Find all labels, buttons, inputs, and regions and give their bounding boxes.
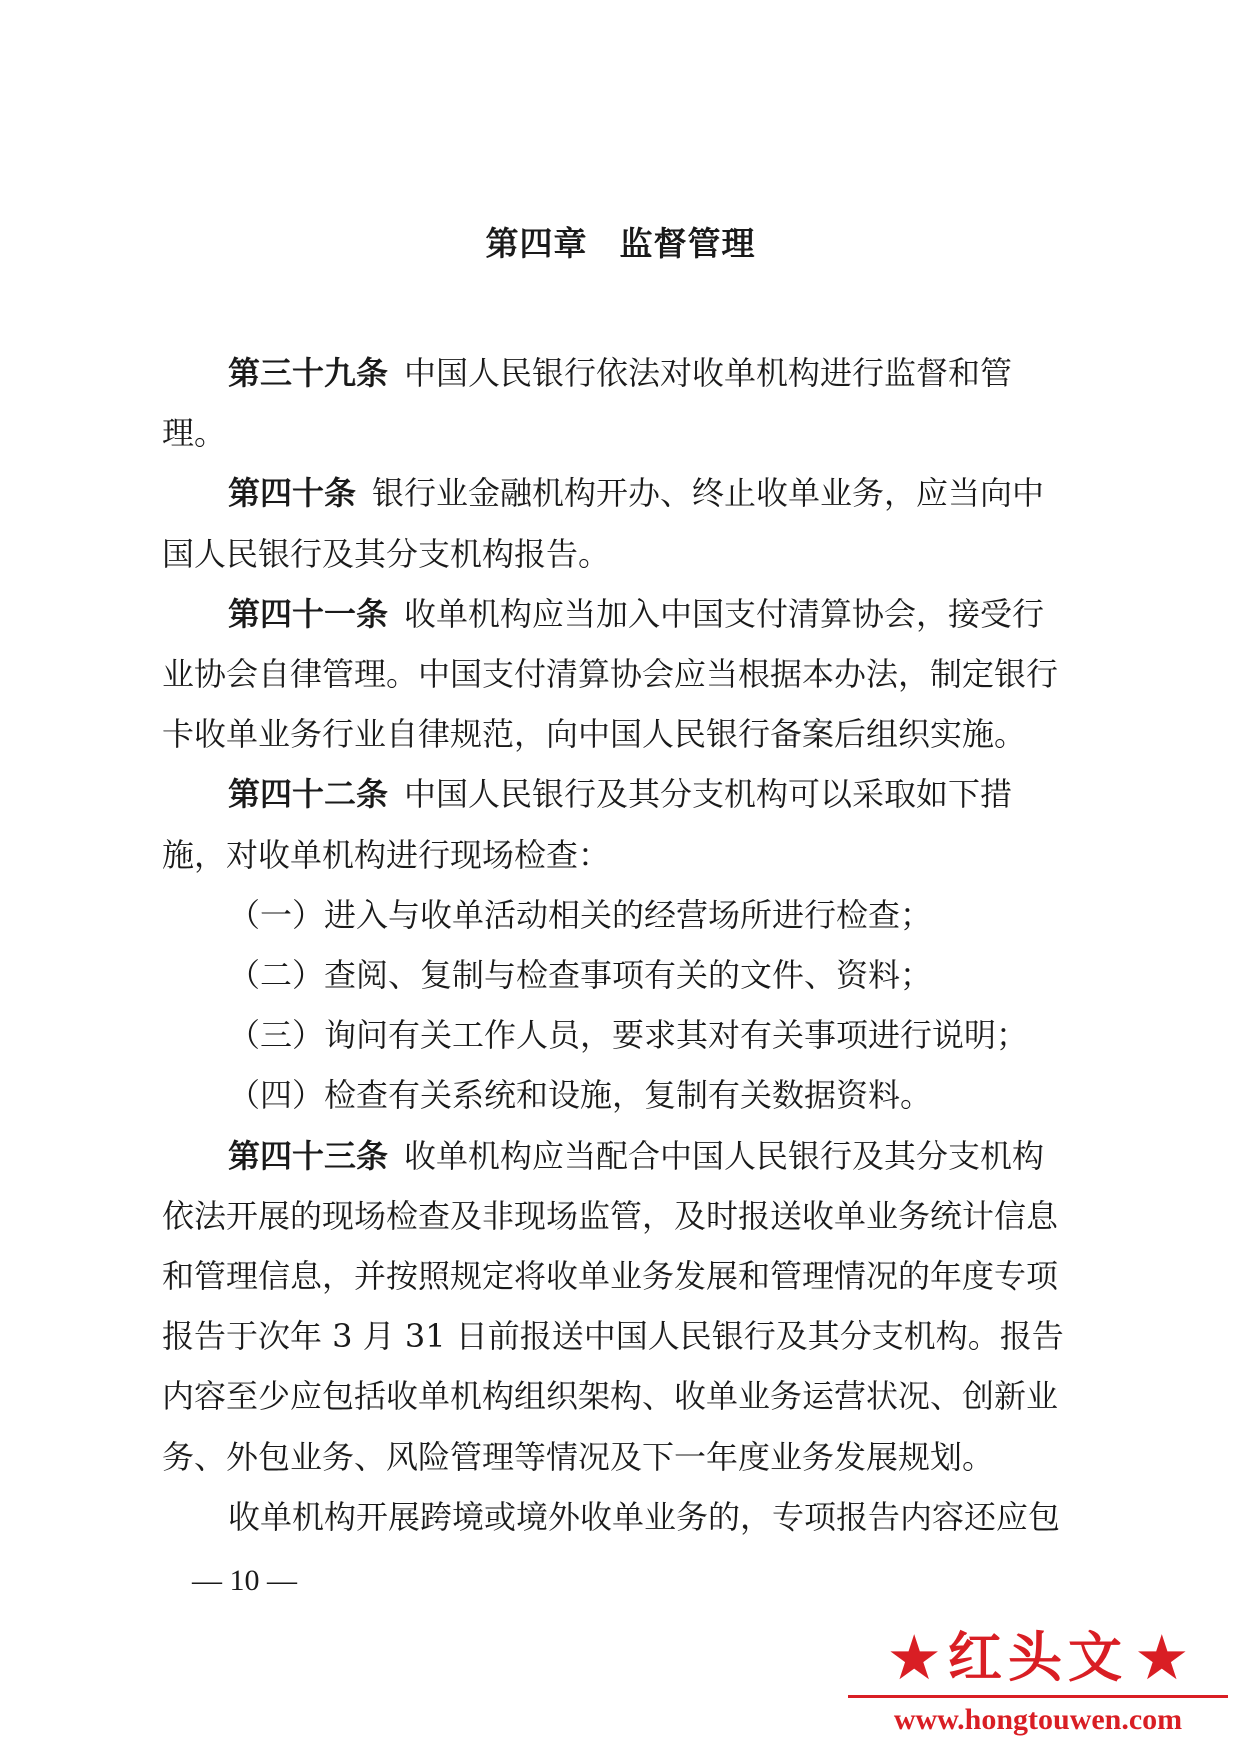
line-text: 和管理信息，并按照规定将收单业务发展和管理情况的年度专项 bbox=[162, 1257, 1059, 1296]
text-line bbox=[162, 584, 1082, 644]
body-paragraph bbox=[162, 1065, 1082, 1125]
line-text: （四）检查有关系统和设施，复制有关数据资料。 bbox=[228, 1076, 933, 1115]
line-text: （二）查阅、复制与检查事项有关的文件、资料； bbox=[228, 956, 933, 995]
text-line bbox=[162, 1186, 1082, 1246]
text-line bbox=[162, 524, 1082, 584]
line-text: 收单机构应当加入中国支付清算协会，接受行 bbox=[404, 594, 1045, 633]
watermark-url: www.hongtouwen.com bbox=[893, 1703, 1183, 1736]
watermark-brand-row bbox=[848, 1623, 1228, 1693]
line-text: 银行业金融机构开办、终止收单业务，应当向中 bbox=[372, 474, 1045, 513]
text-line bbox=[162, 1065, 1082, 1125]
text-line bbox=[162, 343, 1082, 403]
text-line bbox=[162, 825, 1082, 885]
document-body bbox=[162, 343, 1082, 1547]
line-text: 中国人民银行依法对收单机构进行监督和管 bbox=[404, 354, 1013, 392]
text-line bbox=[162, 1487, 1082, 1547]
line-text: 务、外包业务、风险管理等情况及下一年度业务发展规划。 bbox=[162, 1437, 995, 1476]
text-line bbox=[162, 644, 1082, 704]
line-text: 依法开展的现场检查及非现场监管，及时报送收单业务统计信息 bbox=[162, 1196, 1059, 1235]
article-number: 第四十条 bbox=[228, 474, 357, 513]
text-line bbox=[162, 1427, 1082, 1487]
text-line bbox=[162, 885, 1082, 945]
line-text: （一）进入与收单活动相关的经营场所进行检查； bbox=[228, 895, 933, 934]
text-line bbox=[162, 463, 1082, 523]
watermark-rule bbox=[848, 1695, 1228, 1698]
line-text: 报告于次年 3 月 31 日前报送中国人民银行及其分支机构。报告 bbox=[162, 1317, 1064, 1356]
text-line bbox=[162, 704, 1082, 764]
text-line bbox=[162, 764, 1082, 824]
line-text: 卡收单业务行业自律规范，向中国人民银行备案后组织实施。 bbox=[162, 715, 1027, 754]
text-line bbox=[162, 945, 1082, 1005]
article-paragraph bbox=[162, 343, 1082, 463]
article-number: 第三十九条 bbox=[228, 354, 389, 392]
watermark bbox=[848, 1623, 1228, 1748]
star-icon: ★ bbox=[1134, 1621, 1190, 1694]
line-text: 内容至少应包括收单机构组织架构、收单业务运营状况、创新业 bbox=[162, 1377, 1059, 1416]
article-paragraph bbox=[162, 1126, 1082, 1487]
article-paragraph bbox=[162, 584, 1082, 765]
line-text: 施，对收单机构进行现场检查： bbox=[162, 835, 611, 874]
chapter-title: 监督管理 bbox=[619, 224, 756, 263]
body-paragraph bbox=[162, 885, 1082, 945]
line-text: 中国人民银行及其分支机构可以采取如下措 bbox=[404, 775, 1013, 814]
text-line bbox=[162, 1005, 1082, 1065]
text-line bbox=[162, 1246, 1082, 1306]
body-paragraph bbox=[162, 1487, 1082, 1547]
chapter-number: 第四章 bbox=[485, 224, 588, 263]
page-number: — 10 — bbox=[192, 1564, 297, 1597]
line-text: 理。 bbox=[162, 414, 227, 453]
chapter-heading bbox=[0, 222, 1241, 266]
article-number: 第四十一条 bbox=[228, 594, 389, 633]
line-text: 国人民银行及其分支机构报告。 bbox=[162, 534, 611, 573]
text-line bbox=[162, 1366, 1082, 1426]
article-paragraph bbox=[162, 764, 1082, 884]
star-icon: ★ bbox=[886, 1621, 942, 1694]
article-number: 第四十三条 bbox=[228, 1136, 389, 1175]
line-text: 业协会自律管理。中国支付清算协会应当根据本办法，制定银行 bbox=[162, 655, 1059, 694]
text-line bbox=[162, 403, 1082, 463]
text-line bbox=[162, 1306, 1082, 1366]
article-number: 第四十二条 bbox=[228, 775, 389, 814]
article-paragraph bbox=[162, 463, 1082, 583]
text-line bbox=[162, 1126, 1082, 1186]
body-paragraph bbox=[162, 1005, 1082, 1065]
watermark-brand: 红头文 bbox=[948, 1626, 1128, 1689]
line-text: 收单机构开展跨境或境外收单业务的，专项报告内容还应包 bbox=[228, 1497, 1061, 1536]
line-text: 收单机构应当配合中国人民银行及其分支机构 bbox=[404, 1136, 1045, 1175]
line-text: （三）询问有关工作人员，要求其对有关事项进行说明； bbox=[228, 1016, 1029, 1055]
body-paragraph bbox=[162, 945, 1082, 1005]
